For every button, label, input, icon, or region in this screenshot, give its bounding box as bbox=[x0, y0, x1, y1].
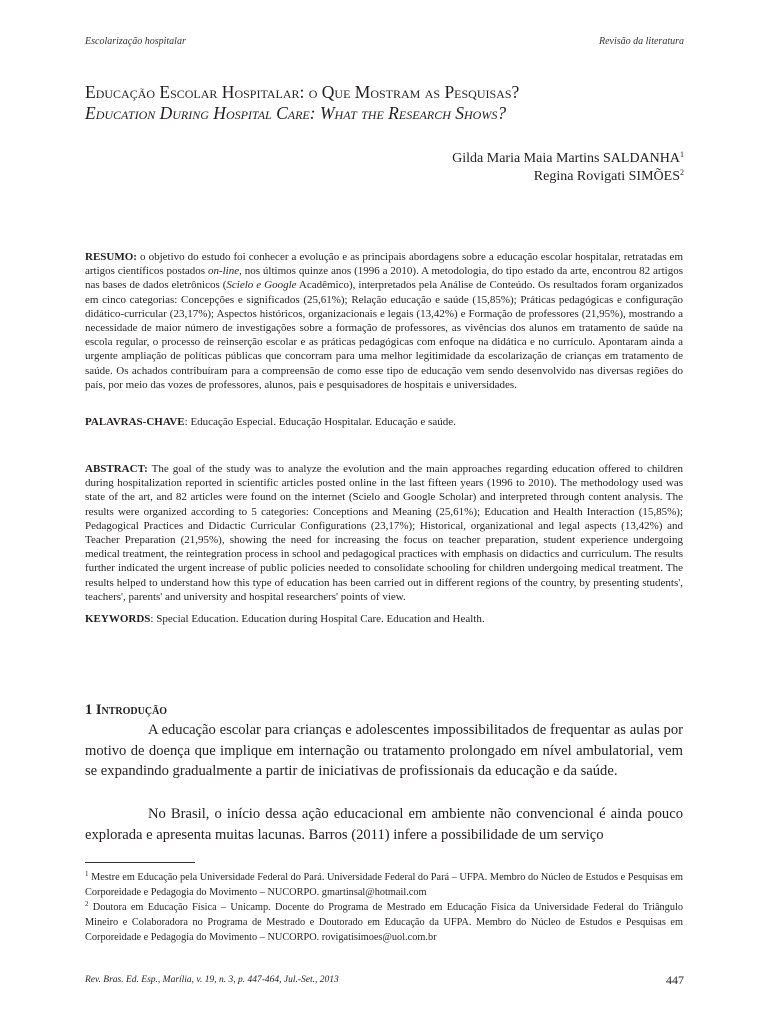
footnote-divider bbox=[85, 862, 195, 863]
intro-paragraph-1: A educação escolar para crianças e adolescentes impossibilitados de frequentar as aulas por motivo de doença que implique em internação ou tratamento prolongado em nível ambulatorial, vem se expandindo gradualmente a partir de iniciativas de profissionais da educação e da saúde. bbox=[85, 722, 683, 779]
palavras-chave-paragraph bbox=[85, 415, 683, 429]
resumo-label: RESUMO: bbox=[85, 251, 137, 263]
footnote-text: Mestre em Educação pela Universidade Federal do Pará. Universidade Federal do Pará – UFPA. Membro do Núcleo de Estudos e Pesquisas em Corporeidade e Pedagogia do Movimento – NUCORPO. gmartinsal@hotmail.com bbox=[85, 872, 683, 898]
author-name: Regina Rovigati SIMÕES bbox=[533, 169, 680, 184]
palavras-chave-text: : Educação Especial. Educação Hospitalar. Educação e saúde. bbox=[184, 416, 456, 428]
keywords-text: : Special Education. Education during Hospital Care. Education and Health. bbox=[150, 613, 485, 625]
resumo-text-3: Acadêmico), interpretados pela Análise de Conteúdo. Os resultados foram organizados em cinco categorias: Concepções e significados (25,61%); Relação educação e saúde (15,85%); Práticas pedagógicas e configuração didático-curricular (23,17%); Aspectos históricos, organizacionais e legais (13,42%) e Formação de professores (21,95%), mostrando a necessidade de maior número de investigações sobre a formação de professores, as vivências dos alunos em tratamento de saúde na escola regular, o processo de reinserção escolar e as práticas pedagógicas com enfoque na didática e no currículo. Apontaram ainda a urgente ampliação de políticas públicas que concorram para uma melhor legitimidade da escolarização de crianças em tratamento de saúde. Os achados contribuíram para a compreensão de como esse tipo de educação vem sendo desenvolvido nas diversas regiões do país, por meio das vozes de professores, alunos, pais e pesquisadores de hospitais e universidades. bbox=[85, 279, 683, 391]
section-heading-introduction: 1 Introdução bbox=[85, 702, 168, 718]
palavras-chave-label: PALAVRAS-CHAVE bbox=[85, 416, 185, 428]
running-header-right: Revisão da literatura bbox=[599, 36, 684, 47]
footnote-mark: 2 bbox=[680, 168, 684, 177]
article-title-english: Education During Hospital Care: What the Research Shows? bbox=[85, 103, 507, 123]
footnote-2 bbox=[85, 897, 683, 945]
abstract-paragraph bbox=[85, 462, 683, 604]
keywords-label: KEYWORDS bbox=[85, 613, 151, 625]
author-1 bbox=[452, 150, 684, 167]
page-number: 447 bbox=[666, 973, 684, 987]
running-header-left: Escolarização hospitalar bbox=[85, 36, 186, 47]
footnote-mark: 1 bbox=[680, 150, 684, 159]
author-2 bbox=[534, 168, 684, 185]
footer-citation: Rev. Bras. Ed. Esp., Marília, v. 19, n. 3, p. 447-464, Jul.-Set., 2013 bbox=[85, 975, 339, 985]
resumo-databases: Scielo e Google bbox=[226, 279, 297, 292]
article-title-portuguese: Educação Escolar Hospitalar: o Que Mostram as Pesquisas? bbox=[85, 82, 520, 102]
footnote-text: Doutora em Educação Física – Unicamp. Docente do Programa de Mestrado em Educação Física da Universidade Federal do Triângulo Mineiro e Colaboradora no Programa de Mestrado e Doutorado em Educação da UFPA. Membro do Núcleo de Estudos e Pesquisas em Corporeidade e Pedagogia do Movimento – NUCORPO. rovigatisimoes@uol.com.br bbox=[85, 902, 683, 943]
resumo-paragraph bbox=[85, 250, 683, 392]
resumo-online: on-line, bbox=[207, 265, 242, 278]
intro-paragraph-2: No Brasil, o início dessa ação educacional em ambiente não convencional é ainda pouco explorada e apresenta muitas lacunas. Barros (2011) infere a possibilidade de um serviço bbox=[85, 806, 683, 843]
keywords-paragraph bbox=[85, 612, 683, 626]
footnote-1 bbox=[85, 867, 683, 900]
abstract-text: The goal of the study was to analyze the evolution and the main approaches regarding education offered to children during hospitalization reported in scientific articles posted online in the last fifteen years (1996 to 2010). The methodology used was state of the art, and 82 articles were found on the internet (Scielo and Google Scholar) and interpreted through content analysis. The results were organized according to 5 categories: Conceptions and Meaning (25,61%); Education and Health Interaction (15,85%); Pedagogical Practices and Didactic Curricular Configurations (23,17%); Historical, organizational and legal aspects (13,42%) and Teacher Preparation (21,95%), showing the need for increasing the focus on teacher preparation, student experience undergoing medical treatment, the reintegration process in school and pedagogical practices with emphasis on didactics and curriculum. The results further indicated the urgent increase of public policies needed to consolidate schooling for children undergoing medical treatment. The results helped to understand how this type of education has been carried out in different regions of the country, by presenting students', teachers', parents' and university and hospital researchers' points of view. bbox=[85, 463, 683, 603]
resumo-text-1: o objetivo do estudo foi conhecer a evolução e as principais abordagens sobre a educação escolar hospitalar, retratadas em artigos científicos postados bbox=[85, 251, 683, 278]
resumo-text-2: nos últimos quinze anos (1996 a 2010). A metodologia, do tipo estado da arte, encontrou 82 artigos nas bases de dados eletrônicos ( bbox=[85, 265, 683, 292]
author-name: Gilda Maria Maia Martins SALDANHA bbox=[452, 151, 680, 166]
footnote-mark: 1 bbox=[85, 870, 89, 878]
footnote-mark: 2 bbox=[85, 900, 89, 908]
abstract-label: ABSTRACT: bbox=[85, 463, 148, 475]
